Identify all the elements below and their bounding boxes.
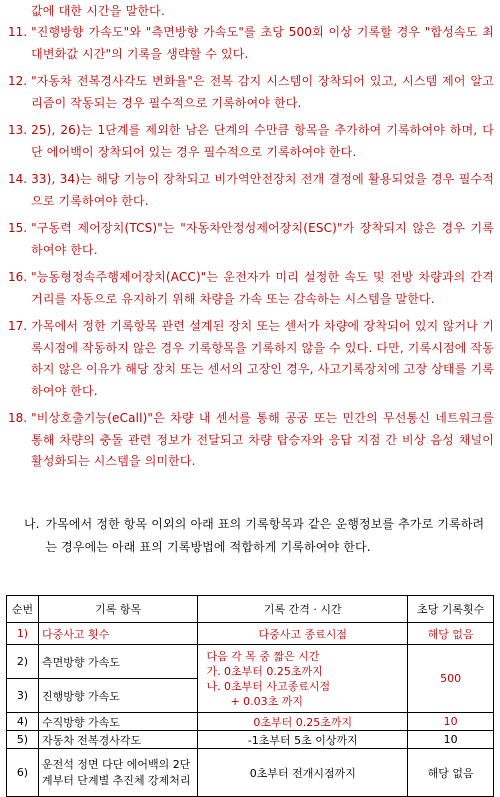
section-b-paragraph [24,513,486,559]
note-text: 가목에서 정한 기록항목 관련 설계된 장치 또는 센서가 차량에 장착되어 있지 않거나 기록시점에 작동하지 않은 경우 기록항목을 기록하지 않을 수 있다. 다만, 기록시점에 작동하지 않은 이유가 해당 장치 또는 센서의 고장인 경우, 사고기록장치에 고장 상태를 기록하여야 한다. [31,319,494,398]
table-header-row [7,596,494,623]
note-text: "자동차 전복경사각도 변화율"은 전복 감지 시스템이 장착되어 있고, 시스템 제어 알고리즘이 작동되는 경우 필수적으로 기록하여야 한다. [31,74,494,110]
note-number: 15. [8,221,28,235]
row-interval: 다중사고 종료시점 [198,623,408,645]
note-item [8,218,494,261]
shared-interval-line: + 0.03초 까지 [230,694,304,708]
row-rate: 해당 없음 [408,749,494,797]
row-rate: 10 [408,731,494,749]
intro-line: 값에 대한 시간을 말한다. [31,4,165,18]
shared-interval-cell [198,645,408,713]
note-number: 11. [8,25,28,39]
row-no: 3) [7,679,39,713]
shared-interval-line: 다음 각 목 중 짧은 시간 [206,649,320,663]
note-text: 25), 26)는 1단계를 제외한 남은 단계의 수만큼 항목을 추가하여 기록하여야 하며, 다단 에어백이 장착되어 있는 경우 필수적으로 기록하여야 한다. [31,123,494,159]
note-number: 14. [8,172,28,186]
row-item: 수직방향 가속도 [38,713,198,731]
table-row [7,623,494,645]
section-b-text: 가목에서 정한 항목 이외의 아래 표의 기록항목과 같은 운행정보를 추가로 기록하려는 경우에는 아래 표의 기록방법에 적합하게 기록하여야 한다. [45,517,485,554]
note-number: 17. [8,319,28,333]
note-item [8,316,494,402]
row-item: 자동차 전복경사각도 [38,731,198,749]
table-row [7,645,494,679]
note-item [8,120,494,163]
row-no: 6) [7,749,39,797]
header-no: 순번 [7,596,39,623]
note-number: 12. [8,74,28,88]
row-no: 5) [7,731,39,749]
note-item [8,267,494,310]
note-number: 18. [8,411,28,425]
note-item [8,22,494,65]
row-no: 2) [7,645,39,679]
row-interval: 0초부터 전개시점까지 [198,749,408,797]
recording-items-table [6,595,494,797]
header-interval: 기록 간격 · 시간 [198,596,408,623]
note-text: "구동력 제어장치(TCS)"는 "자동차안정성제어장치(ESC)"가 장착되지 않은 경우 기록하여야 한다. [31,221,494,257]
table-row [7,713,494,731]
row-item: 운전석 정면 다단 에어백의 2단계부터 단계별 추진체 강제처리 [38,749,198,797]
row-item: 다중사고 횟수 [38,623,198,645]
note-item [8,169,494,212]
note-item [8,408,494,473]
shared-interval-line: 가. 0초부터 0.25초까지 [206,664,323,678]
section-b-label: 나. [24,517,40,531]
notes-list [8,22,494,479]
shared-rate-cell: 500 [408,645,494,713]
note-item [8,71,494,114]
shared-interval-line: 나. 0초부터 사고종료시점 [206,679,331,693]
header-rate: 초당 기록횟수 [408,596,494,623]
row-interval: -1초부터 5초 이상까지 [198,731,408,749]
row-item: 측면방향 가속도 [38,645,198,679]
header-item: 기록 항목 [38,596,198,623]
note-text: 33), 34)는 해당 기능이 장착되고 비가역안전장치 전개 결정에 활용되었을 경우 필수적으로 기록하여야 한다. [31,172,494,208]
row-rate: 해당 없음 [408,623,494,645]
note-text: "비상호출기능(eCall)"은 차량 내 센서를 통해 공공 또는 민간의 무선통신 네트워크를 통해 차량의 충돌 관련 정보가 전달되고 차량 탑승자와 응답 지점 간 비상 음성 채널이 활성화되는 시스템을 의미한다. [31,411,494,468]
table-row [7,749,494,797]
note-number: 16. [8,270,28,284]
row-rate: 10 [408,713,494,731]
row-no: 4) [7,713,39,731]
row-interval: 0초부터 0.25초까지 [198,713,408,731]
note-number: 13. [8,123,28,137]
row-item: 진행방향 가속도 [38,679,198,713]
note-text: "진행방향 가속도"와 "측면방향 가속도"를 초당 500회 이상 기록할 경우 "합성속도 최대변화값 시간"의 기록을 생략할 수 있다. [31,25,494,61]
note-text: "능동형정속주행제어장치(ACC)"는 운전자가 미리 설정한 속도 및 전방 차량과의 간격 거리를 자동으로 유지하기 위해 차량을 가속 또는 감속하는 시스템을 말한다. [31,270,494,306]
row-no: 1) [7,623,39,645]
table-row [7,731,494,749]
